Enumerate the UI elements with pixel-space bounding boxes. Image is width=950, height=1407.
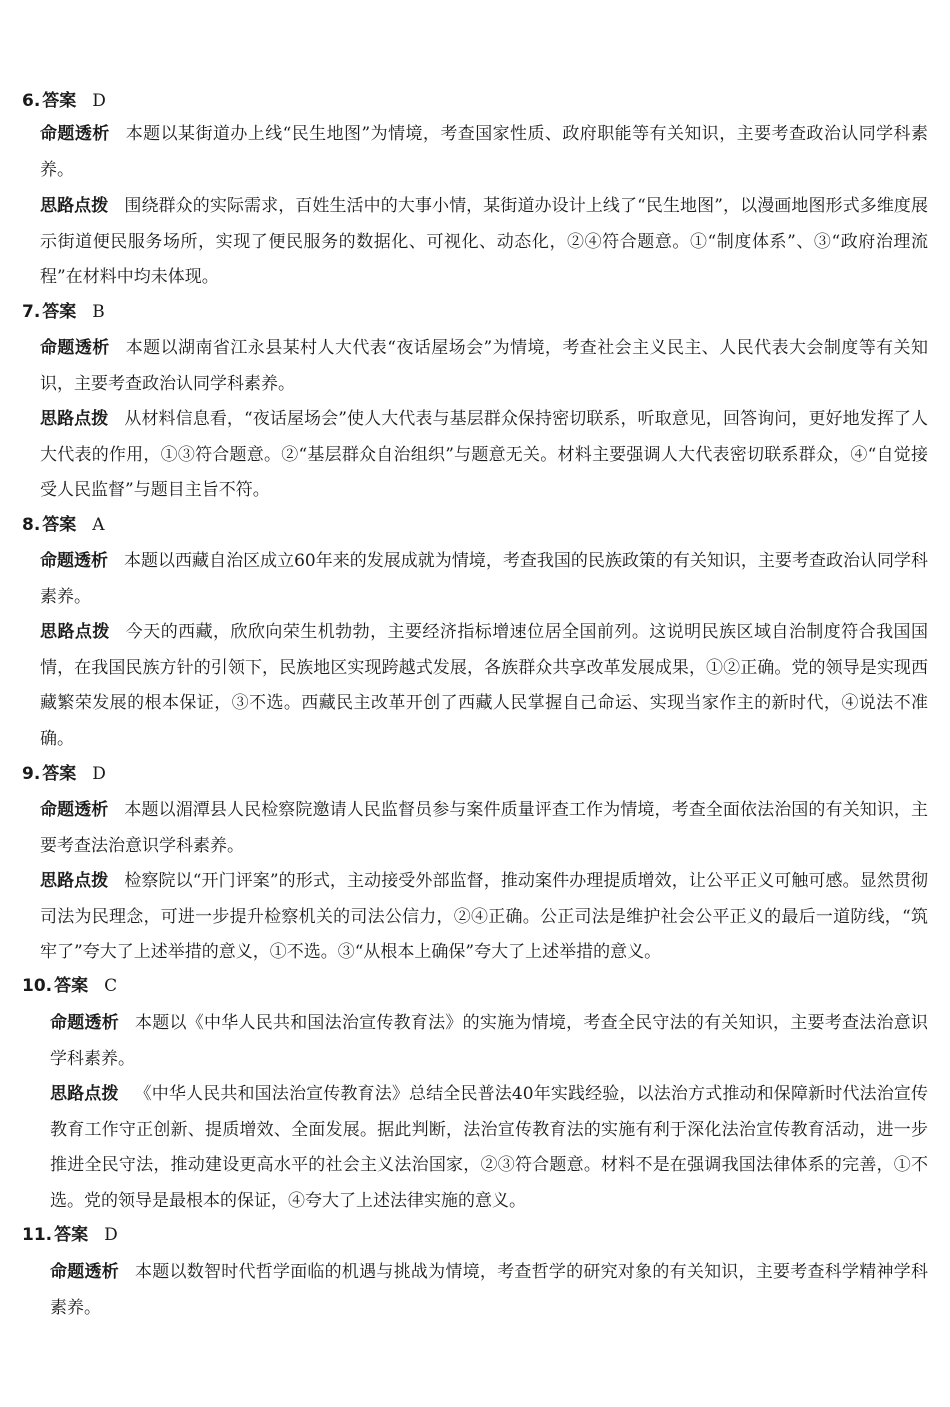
analysis-label: 命题透析: [40, 338, 110, 358]
answer-value: A: [92, 515, 105, 535]
analysis-paragraph: [50, 1255, 928, 1326]
analysis-paragraph: [40, 793, 928, 864]
analysis-paragraph: [50, 1006, 928, 1077]
answer-label: 答案: [42, 764, 77, 784]
approach-text: 围绕群众的实际需求，百姓生活中的大事小情，某街道办设计上线了“民生地图”，以漫画地图形式多维度展示街道便民服务场所，实现了便民服务的数据化、可视化、动态化，②④符合题意。①“制度体系”、③“政府治理流程”在材料中均未体现。: [40, 196, 929, 287]
approach-text: 今天的西藏，欣欣向荣生机勃勃，主要经济指标增速位居全国前列。这说明民族区域自治制度符合我国国情，在我国民族方针的引领下，民族地区实现跨越式发展，各族群众共享改革发展成果，①②正确。党的领导是实现西藏繁荣发展的根本保证，③不选。西藏民主改革开创了西藏人民掌握自己命运、实现当家作主的新时代，④说法不准确。: [40, 622, 928, 749]
approach-paragraph: [40, 615, 928, 757]
approach-text: 《中华人民共和国法治宣传教育法》总结全民普法40年实践经验，以法治方式推动和保障新时代法治宣传教育工作守正创新、提质增效、全面发展。据此判断，法治宣传教育法的实施有利于深化法治宣传教育活动，进一步推进全民守法，推动建设更高水平的社会主义法治国家，②③符合题意。材料不是在强调我国法律体系的完善，①不选。党的领导是最根本的保证，④夸大了上述法律实施的意义。: [50, 1084, 928, 1211]
approach-label: 思路点拨: [40, 622, 110, 642]
answer-value: C: [104, 976, 118, 996]
approach-text: 从材料信息看，“夜话屋场会”使人大代表与基层群众保持密切联系，听取意见，回答询问，更好地发挥了人大代表的作用，①③符合题意。②“基层群众自治组织”与题意无关。材料主要强调人大代表密切联系群众，④“自觉接受人民监督”与题目主旨不符。: [40, 409, 929, 500]
analysis-text: 本题以某街道办上线“民生地图”为情境，考查国家性质、政府职能等有关知识，主要考查政治认同学科素养。: [40, 124, 928, 180]
approach-label: 思路点拨: [40, 409, 109, 429]
answer-line: [22, 971, 117, 1001]
answer-value: D: [92, 764, 106, 784]
question-number: 6.: [22, 91, 41, 111]
approach-label: 思路点拨: [50, 1084, 119, 1104]
analysis-text: 本题以湖南省江永县某村人大代表“夜话屋场会”为情境，考查社会主义民主、人民代表大会制度等有关知识，主要考查政治认同学科素养。: [40, 338, 928, 394]
answer-label: 答案: [42, 91, 77, 111]
analysis-label: 命题透析: [40, 124, 110, 144]
analysis-label: 命题透析: [50, 1262, 119, 1282]
answer-line: [22, 510, 105, 540]
answer-label: 答案: [42, 515, 77, 535]
analysis-label: 命题透析: [40, 800, 109, 820]
answer-label: 答案: [42, 302, 77, 322]
analysis-text: 本题以《中华人民共和国法治宣传教育法》的实施为情境，考查全民守法的有关知识，主要考查法治意识学科素养。: [50, 1013, 929, 1069]
answer-line: [22, 1220, 118, 1250]
answer-value: D: [92, 91, 106, 111]
analysis-paragraph: [40, 331, 928, 402]
analysis-label: 命题透析: [40, 551, 109, 571]
answer-label: 答案: [54, 976, 89, 996]
analysis-text: 本题以湄潭县人民检察院邀请人民监督员参与案件质量评查工作为情境，考查全面依法治国的有关知识，主要考查法治意识学科素养。: [40, 800, 929, 856]
analysis-paragraph: [40, 117, 928, 188]
answer-value: D: [104, 1225, 118, 1245]
question-number: 10.: [22, 976, 53, 996]
question-number: 8.: [22, 515, 41, 535]
analysis-paragraph: [40, 544, 928, 615]
answer-value: B: [92, 302, 105, 322]
answer-line: [22, 86, 106, 116]
question-number: 7.: [22, 302, 41, 322]
approach-paragraph: [40, 402, 928, 509]
answer-label: 答案: [54, 1225, 89, 1245]
analysis-label: 命题透析: [50, 1013, 119, 1033]
answer-line: [22, 297, 105, 327]
analysis-text: 本题以西藏自治区成立60年来的发展成就为情境，考查我国的民族政策的有关知识，主要考查政治认同学科素养。: [40, 551, 928, 607]
approach-paragraph: [50, 1077, 928, 1219]
approach-paragraph: [40, 189, 928, 296]
approach-label: 思路点拨: [40, 196, 109, 216]
approach-paragraph: [40, 864, 928, 971]
question-number: 11.: [22, 1225, 53, 1245]
analysis-text: 本题以数智时代哲学面临的机遇与挑战为情境，考查哲学的研究对象的有关知识，主要考查科学精神学科素养。: [50, 1262, 929, 1318]
approach-text: 检察院以“开门评案”的形式，主动接受外部监督，推动案件办理提质增效，让公平正义可触可感。显然贯彻司法为民理念，可进一步提升检察机关的司法公信力，②④正确。公正司法是维护社会公平正义的最后一道防线，“筑牢了”夸大了上述举措的意义，①不选。③“从根本上确保”夸大了上述举措的意义。: [40, 871, 929, 962]
approach-label: 思路点拨: [40, 871, 109, 891]
question-number: 9.: [22, 764, 41, 784]
answer-line: [22, 759, 106, 789]
